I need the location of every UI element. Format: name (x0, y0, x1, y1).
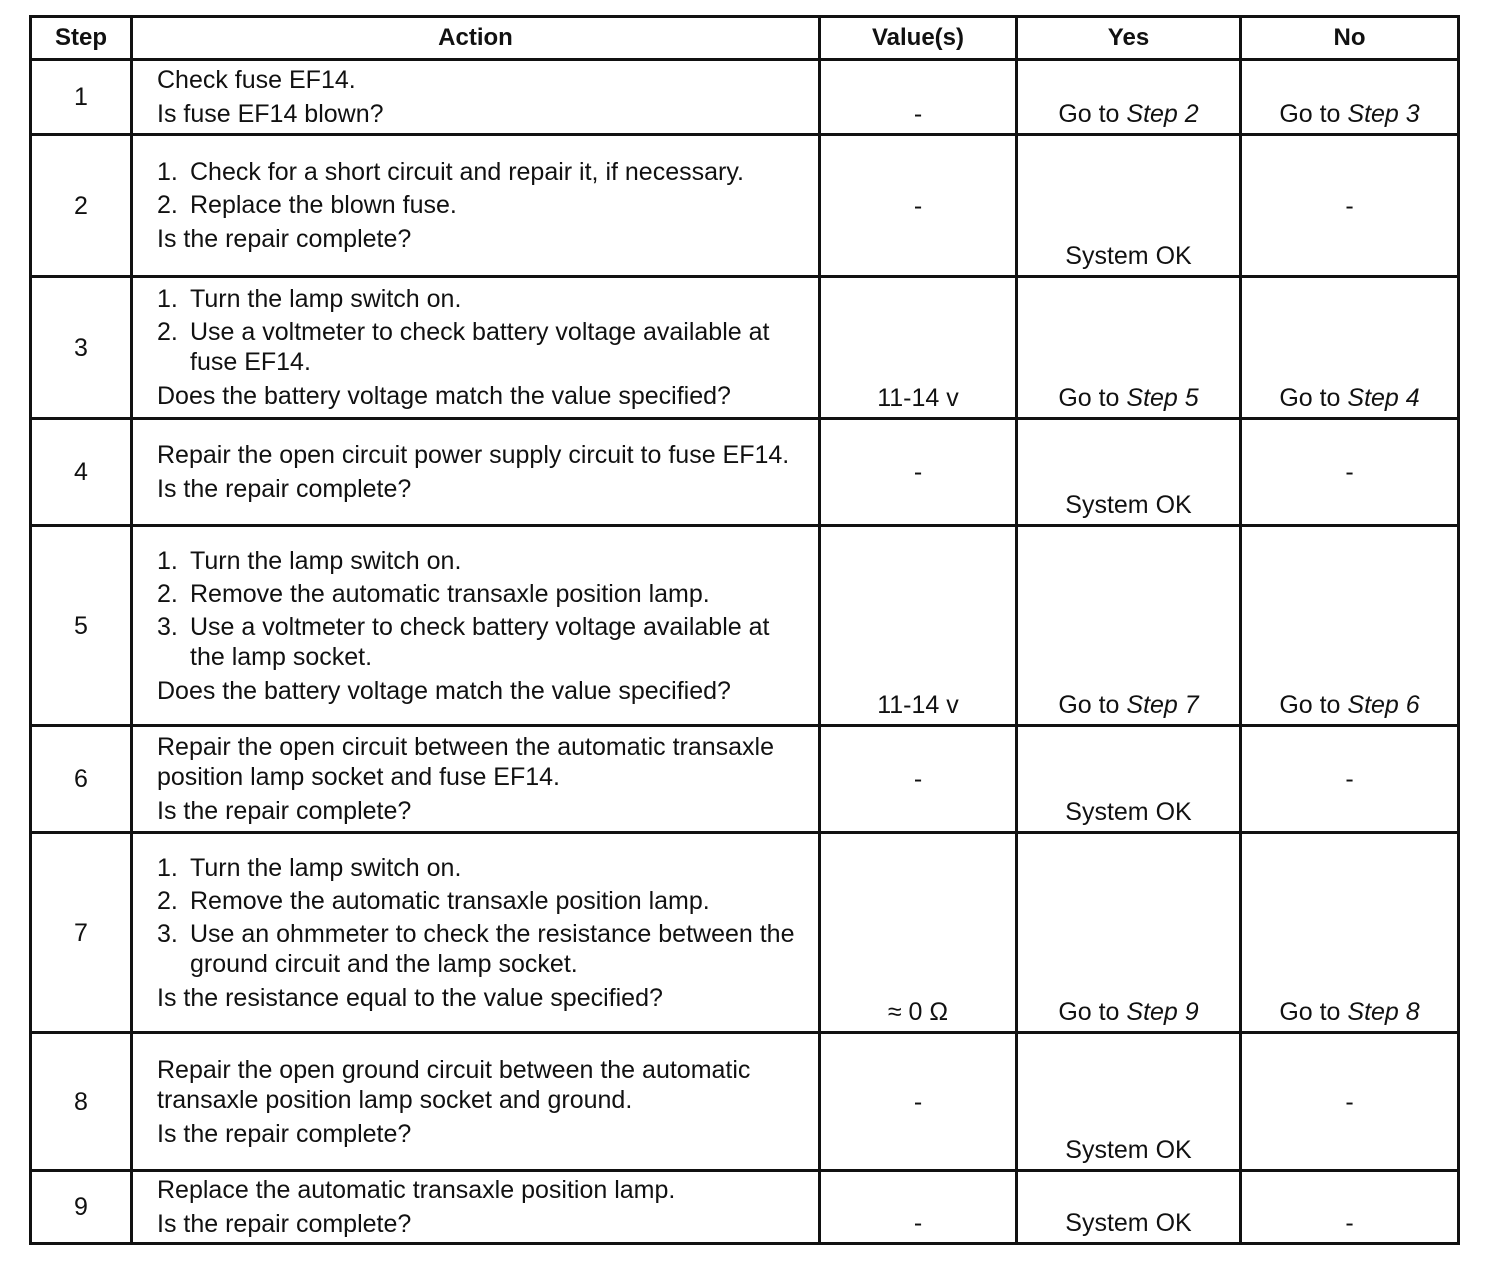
action-line: Replace the automatic transaxle position lamp. (157, 1176, 676, 1204)
value-cell (820, 1033, 1017, 1171)
no-label: Go to (1279, 100, 1348, 128)
no-text (1242, 1208, 1457, 1238)
step-cell: 7 (31, 833, 132, 1033)
action-line: Repair the open ground circuit between the automatic transaxle position lamp socket and ground. (157, 1055, 751, 1114)
no-cell (1241, 1171, 1459, 1244)
yes-text (1018, 1208, 1239, 1238)
value-cell (820, 833, 1017, 1033)
no-text (1242, 690, 1457, 720)
no-text (1242, 457, 1457, 487)
action-item (157, 919, 808, 979)
step-cell: 9 (31, 1171, 132, 1244)
no-text (1242, 764, 1457, 794)
no-label: - (1345, 1209, 1354, 1237)
item-text: Turn the lamp switch on. (190, 546, 462, 575)
no-label: Go to (1279, 998, 1348, 1026)
yes-label: Go to (1058, 691, 1127, 719)
yes-cell (1017, 135, 1241, 277)
table-row (31, 833, 1459, 1033)
no-text (1242, 191, 1457, 221)
action-item (157, 284, 808, 314)
action-question: Does the battery voltage match the value specified? (157, 382, 731, 410)
item-number: 1. (157, 546, 178, 575)
value-text: - (913, 765, 923, 793)
yes-text (1018, 490, 1239, 520)
yes-cell (1017, 60, 1241, 135)
table-body (31, 60, 1459, 1244)
value-text: - (913, 191, 923, 220)
no-label: - (1345, 458, 1354, 486)
action-cell (132, 419, 820, 526)
item-number: 1. (157, 853, 178, 882)
action-line: Check fuse EF14. (157, 66, 356, 94)
yes-text (1018, 690, 1239, 720)
no-cell (1241, 526, 1459, 726)
step-cell: 4 (31, 419, 132, 526)
no-cell (1241, 277, 1459, 419)
item-text: Turn the lamp switch on. (190, 853, 462, 882)
no-cell (1241, 833, 1459, 1033)
table-row (31, 277, 1459, 419)
no-label: - (1345, 765, 1354, 793)
value-text: - (913, 458, 923, 486)
value-text: - (913, 1209, 923, 1237)
step-cell: 1 (31, 60, 132, 135)
yes-text (1018, 1135, 1239, 1165)
yes-step-ref: Step 9 (1126, 998, 1199, 1026)
header-values: Value(s) (820, 17, 1017, 60)
no-label: - (1345, 1087, 1354, 1116)
action-cell (132, 526, 820, 726)
yes-cell (1017, 419, 1241, 526)
yes-text (1018, 383, 1239, 413)
no-step-ref: Step 3 (1347, 100, 1420, 128)
yes-label: System OK (1065, 798, 1192, 826)
table-row (31, 726, 1459, 833)
item-text: Use a voltmeter to check battery voltage available at the lamp socket. (190, 612, 770, 671)
item-text: Use a voltmeter to check battery voltage available at fuse EF14. (190, 318, 770, 376)
action-line: Repair the open circuit between the automatic transaxle position lamp socket and fuse EF14. (157, 733, 775, 791)
item-text: Remove the automatic transaxle position lamp. (190, 579, 710, 608)
action-question: Is fuse EF14 blown? (157, 100, 384, 128)
yes-step-ref: Step 7 (1126, 691, 1199, 719)
value-text: 11-14 v (877, 691, 959, 719)
table-row (31, 419, 1459, 526)
value-cell (820, 419, 1017, 526)
item-text: Replace the blown fuse. (190, 191, 457, 219)
no-text (1242, 383, 1457, 413)
no-text (1242, 99, 1457, 129)
item-number: 1. (157, 158, 178, 186)
yes-cell (1017, 833, 1241, 1033)
action-item (157, 579, 808, 609)
action-question: Is the repair complete? (157, 475, 412, 503)
action-item (157, 612, 808, 672)
yes-label: System OK (1065, 491, 1192, 519)
action-item (157, 157, 808, 187)
yes-label: Go to (1058, 998, 1127, 1026)
no-cell (1241, 726, 1459, 833)
no-step-ref: Step 4 (1347, 384, 1420, 412)
value-cell (820, 726, 1017, 833)
no-cell (1241, 419, 1459, 526)
item-text: Turn the lamp switch on. (190, 285, 462, 313)
no-text (1242, 997, 1457, 1027)
yes-cell (1017, 726, 1241, 833)
yes-label: System OK (1065, 1209, 1192, 1237)
value-cell (820, 135, 1017, 277)
action-cell (132, 1033, 820, 1171)
item-number: 2. (157, 886, 178, 915)
table-row (31, 60, 1459, 135)
header-yes: Yes (1017, 17, 1241, 60)
value-text: 11-14 v (877, 384, 959, 412)
no-label: Go to (1279, 691, 1348, 719)
item-text: Use an ohmmeter to check the resistance between the ground circuit and the lamp socket. (190, 919, 795, 978)
value-cell (820, 526, 1017, 726)
action-cell (132, 135, 820, 277)
value-cell (820, 60, 1017, 135)
action-question: Is the repair complete? (157, 797, 412, 825)
item-number: 1. (157, 285, 178, 313)
yes-step-ref: Step 2 (1126, 100, 1199, 128)
table-row (31, 135, 1459, 277)
action-cell (132, 726, 820, 833)
action-item (157, 853, 808, 883)
yes-text (1018, 99, 1239, 129)
action-question: Is the repair complete? (157, 1119, 412, 1148)
action-cell (132, 833, 820, 1033)
yes-text (1018, 241, 1239, 271)
no-cell (1241, 60, 1459, 135)
value-text: ≈ 0 Ω (887, 998, 949, 1026)
header-no: No (1241, 17, 1459, 60)
value-text: - (913, 100, 923, 128)
item-number: 2. (157, 191, 178, 219)
item-number: 3. (157, 612, 178, 641)
yes-cell (1017, 526, 1241, 726)
table-row (31, 526, 1459, 726)
action-question: Is the repair complete? (157, 1210, 412, 1238)
step-cell: 5 (31, 526, 132, 726)
value-text: - (913, 1087, 923, 1116)
item-number: 3. (157, 919, 178, 948)
step-cell: 8 (31, 1033, 132, 1171)
action-question: Is the resistance equal to the value specified? (157, 983, 663, 1012)
action-cell (132, 277, 820, 419)
action-item (157, 190, 808, 220)
yes-cell (1017, 1033, 1241, 1171)
header-step: Step (31, 17, 132, 60)
action-cell (132, 1171, 820, 1244)
item-number: 2. (157, 318, 178, 346)
no-label: Go to (1279, 384, 1348, 412)
header-row (31, 17, 1459, 60)
action-item (157, 546, 808, 576)
table-row (31, 1033, 1459, 1171)
yes-label: System OK (1065, 242, 1192, 270)
yes-step-ref: Step 5 (1126, 384, 1199, 412)
no-label: - (1345, 191, 1354, 220)
item-text: Check for a short circuit and repair it, if necessary. (190, 158, 744, 186)
yes-text (1018, 797, 1239, 827)
action-item (157, 317, 808, 377)
step-cell: 2 (31, 135, 132, 277)
header-action: Action (132, 17, 820, 60)
step-cell: 6 (31, 726, 132, 833)
item-number: 2. (157, 579, 178, 608)
action-item (157, 886, 808, 916)
no-text (1242, 1087, 1457, 1117)
value-cell (820, 277, 1017, 419)
action-line: Repair the open circuit power supply circuit to fuse EF14. (157, 441, 790, 469)
yes-label: Go to (1058, 100, 1127, 128)
table-row (31, 1171, 1459, 1244)
diagnostic-table (29, 15, 1460, 1245)
no-step-ref: Step 6 (1347, 691, 1420, 719)
value-cell (820, 1171, 1017, 1244)
yes-text (1018, 997, 1239, 1027)
action-question: Is the repair complete? (157, 225, 412, 253)
item-text: Remove the automatic transaxle position lamp. (190, 886, 710, 915)
no-step-ref: Step 8 (1347, 998, 1420, 1026)
yes-cell (1017, 1171, 1241, 1244)
yes-label: Go to (1058, 384, 1127, 412)
yes-cell (1017, 277, 1241, 419)
no-cell (1241, 1033, 1459, 1171)
action-question: Does the battery voltage match the value specified? (157, 676, 731, 705)
action-cell (132, 60, 820, 135)
yes-label: System OK (1065, 1136, 1192, 1164)
step-cell: 3 (31, 277, 132, 419)
no-cell (1241, 135, 1459, 277)
